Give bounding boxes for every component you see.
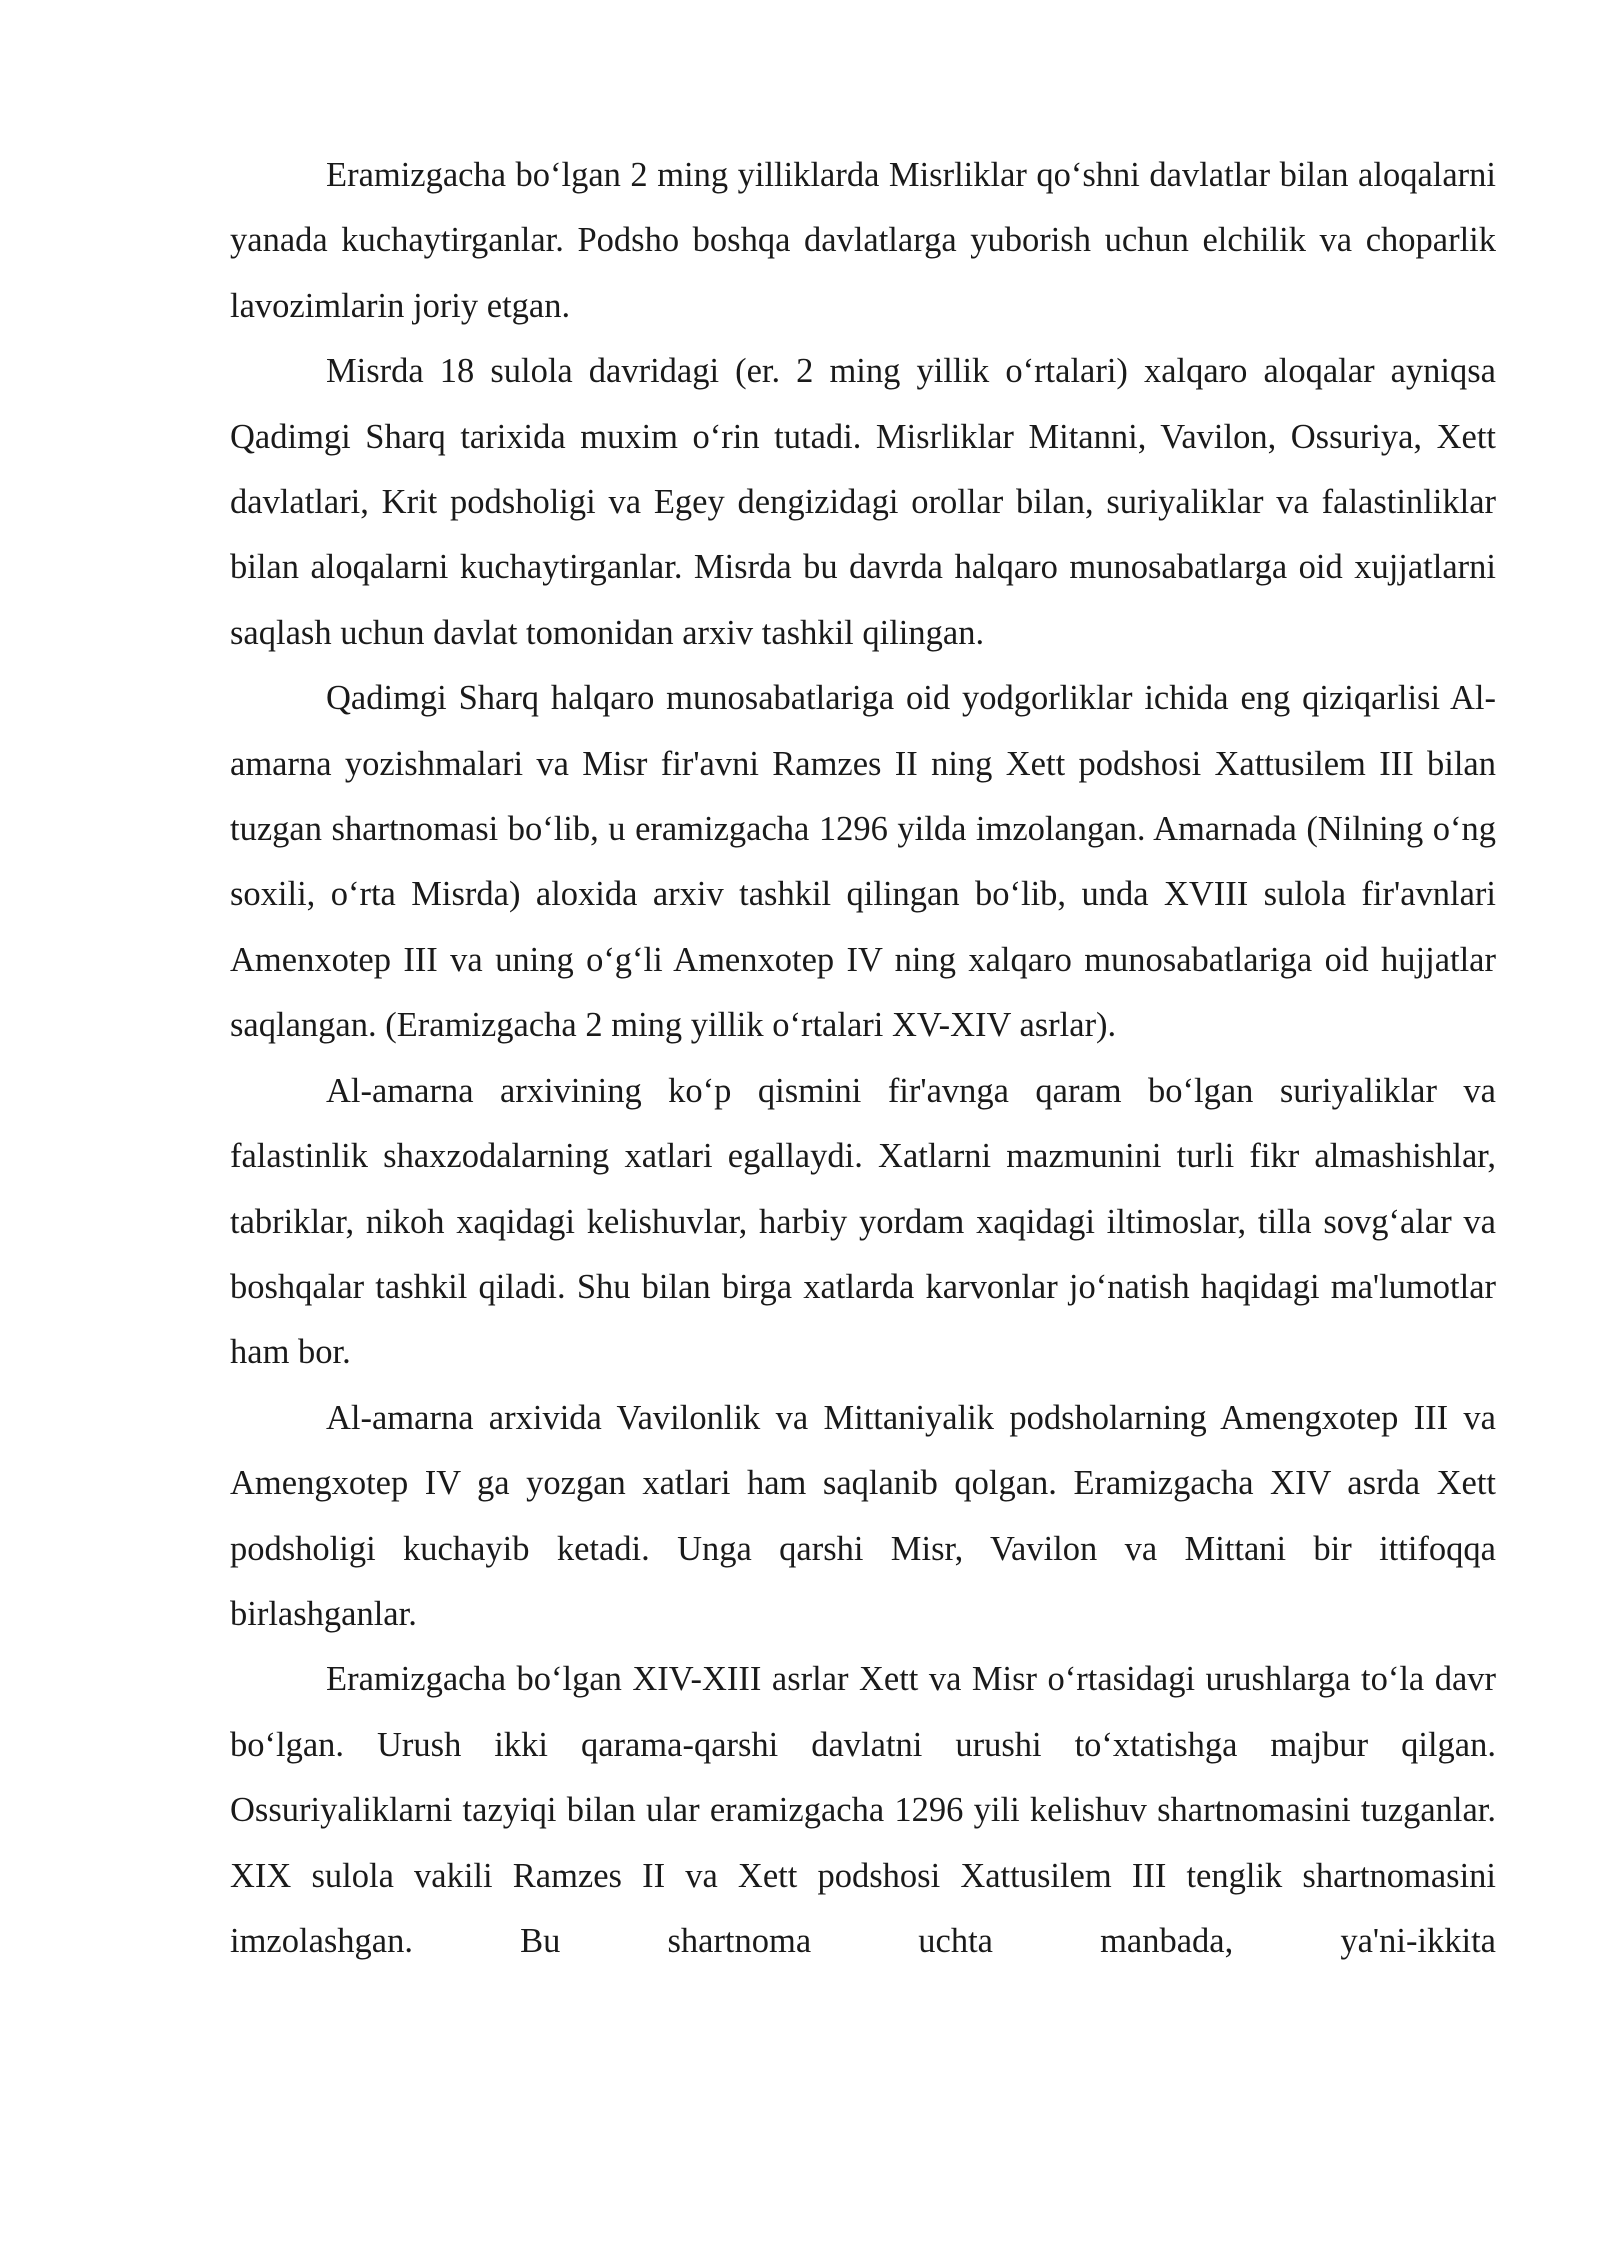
paragraph-4: Al-amarna arxivining ko‘p qismini fir'avnga qaram bo‘lgan suriyaliklar va falastinlik shaxzodalarning xatlari egallaydi. Xatlarni mazmunini turli fikr almashishlar, tabriklar, nikoh xaqidagi kelishuvlar, harbiy yordam xaqidagi iltimoslar, tilla sovg‘alar va boshqalar tashkil qiladi. Shu bilan birga xatlarda karvonlar jo‘natish haqidagi ma'lumotlar ham bor. — [230, 1071, 1496, 1372]
paragraph-6: Eramizgacha bo‘lgan XIV-XIII asrlar Xett va Misr o‘rtasidagi urushlarga to‘la davr bo‘lgan. Urush ikki qarama-qarshi davlatni urushi to‘xtatishga majbur qilgan. Ossuriyaliklarni tazyiqi bilan ular eramizgacha 1296 yili kelishuv shartnomasini tuzganlar. XIX sulola vakili Ramzes II va Xett podshosi Xattusilem III tenglik shartnomasini imzolashgan. Bu shartnoma uchta manbada, ya'ni-ikkita — [230, 1660, 1496, 1960]
paragraph-1: Eramizgacha bo‘lgan 2 ming yilliklarda Misrliklar qo‘shni davlatlar bilan aloqalarni yanada kuchaytirganlar. Podsho boshqa davlatlarga yuborish uchun elchilik va choparlik lavozimlarin joriy etgan. — [230, 156, 1496, 325]
paragraph-2: Misrda 18 sulola davridagi (er. 2 ming yillik o‘rtalari) xalqaro aloqalar ayniqsa Qadimgi Sharq tarixida muxim o‘rin tutadi. Misrliklar Mitanni, Vavilon, Ossuriya, Xett davlatlari, Krit podsholigi va Egey dengizidagi orollar bilan, suriyaliklar va falastinliklar bilan aloqalarni kuchaytirganlar. Misrda bu davrda halqaro munosabatlarga oid xujjatlarni saqlash uchun davlat tomonidan arxiv tashkil qilingan. — [230, 352, 1496, 652]
paragraph-5: Al-amarna arxivida Vavilonlik va Mittaniyalik podsholarning Amengxotep III va Amengxotep IV ga yozgan xatlari ham saqlanib qolgan. Eramizgacha XIV asrda Xett podsholigi kuchayib ketadi. Unga qarshi Misr, Vavilon va Mittani bir ittifoqqa birlashganlar. — [230, 1398, 1496, 1633]
paragraph-3: Qadimgi Sharq halqaro munosabatlariga oid yodgorliklar ichida eng qiziqarlisi Al-amarna yozishmalari va Misr fir'avni Ramzes II ning Xett podshosi Xattusilem III bilan tuzgan shartnomasi bo‘lib, u eramizgacha 1296 yilda imzolangan. Amarnada (Nilning o‘ng soxili, o‘rta Misrda) aloxida arxiv tashkil qilingan bo‘lib, unda XVIII sulola fir'avnlari Amenxotep III va uning o‘g‘li Amenxotep IV ning xalqaro munosabatlariga oid hujjatlar saqlangan. (Eramizgacha 2 ming yillik o‘rtalari XV-XIV asrlar). — [230, 679, 1496, 1045]
document-body — [230, 143, 1496, 1974]
